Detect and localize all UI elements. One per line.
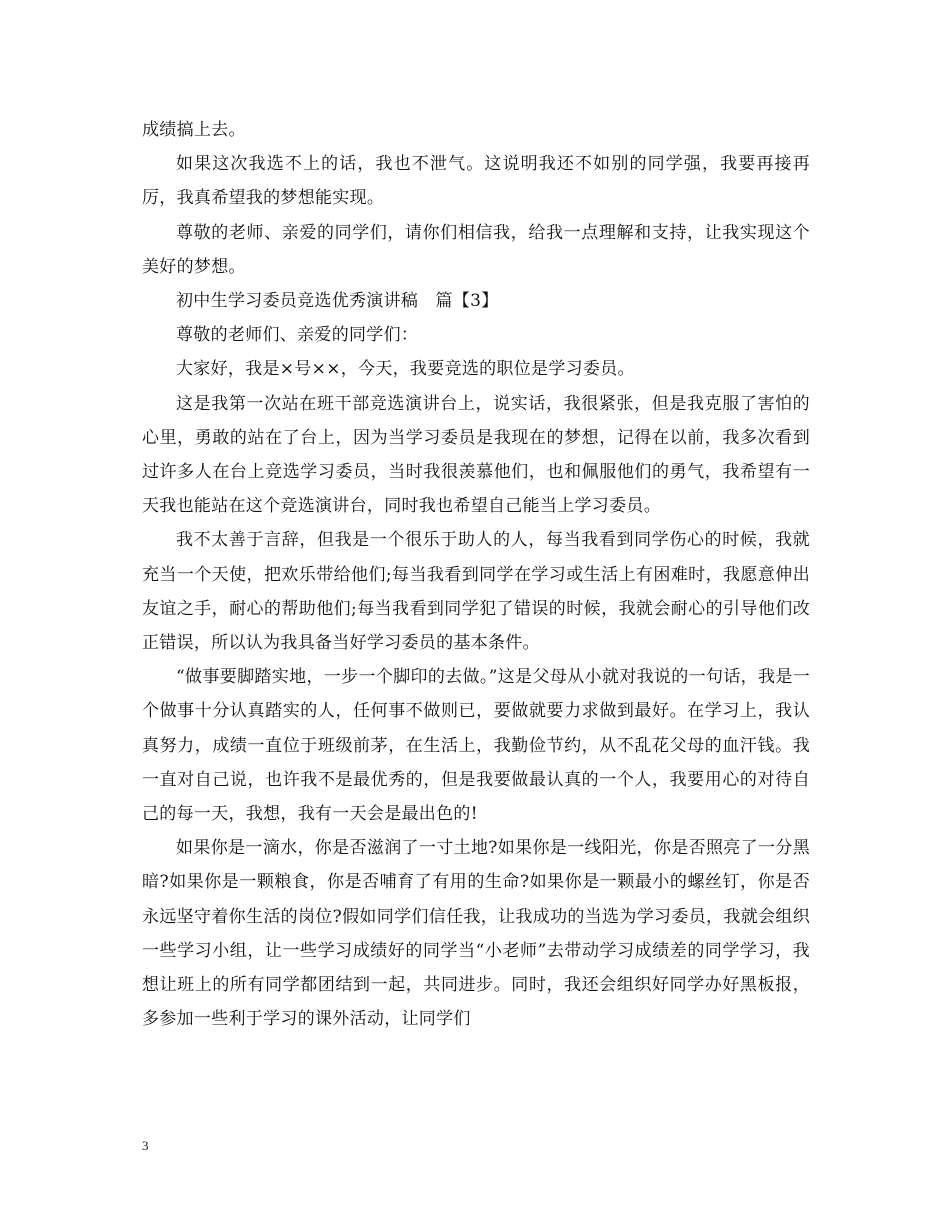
paragraph: 我不太善于言辞，但我是一个很乐于助人的人，每当我看到同学伤心的时候，我就充当一个天使，把欢乐带给他们;每当我看到同学在学习或生活上有困难时，我愿意伸出友谊之手，耐心的帮助他们;每当我看到同学犯了错误的时候，我就会耐心的引导他们改正错误，所以认为我具备当好学习委员的基本条件。 — [142, 530, 810, 654]
paragraph: 大家好，我是×号××，今天，我要竞选的职位是学习委员。 — [176, 359, 635, 380]
paragraph: 如果你是一滴水，你是否滋润了一寸土地?如果你是一线阳光，你是否照亮了一分黑暗?如果你是一颗粮食，你是否哺育了有用的生命?如果你是一颗最小的螺丝钉，你是否永远坚守着你生活的岗位?假如同学们信任我，让我成功的当选为学习委员，我就会组织一些学习小组，让一些学习成绩好的同学当“小老师”去带动学习成绩差的同学学习，我想让班上的所有同学都团结到一起，共同进步。同时，我还会组织好同学办好黑板报，多参加一些利于学习的课外活动，让同学们 — [142, 838, 810, 1030]
page-number: 3 — [142, 1138, 149, 1153]
paragraph: “做事要脚踏实地，一步一个脚印的去做。”这是父母从小就对我说的一句话，我是一个做事十分认真踏实的人，任何事不做则已，要做就要力求做到最好。在学习上，我认真努力，成绩一直位于班级前茅，在生活上，我勤俭节约，从不乱花父母的血汗钱。我一直对自己说，也许我不是最优秀的，但是我要做最认真的一个人，我要用心的对待自己的每一天，我想，我有一天会是最出色的! — [142, 667, 810, 825]
section-heading: 初中生学习委员竞选优秀演讲稿 篇【3】 — [176, 291, 499, 312]
paragraph: 尊敬的老师、亲爱的同学们，请你们相信我，给我一点理解和支持，让我实现这个美好的梦想。 — [142, 222, 810, 277]
paragraph: 这是我第一次站在班干部竞选演讲台上，说实话，我很紧张，但是我克服了害怕的心里，勇敢的站在了台上，因为当学习委员是我现在的梦想，记得在以前，我多次看到过许多人在台上竞选学习委员，当时我很羡慕他们，也和佩服他们的勇气，我希望有一天我也能站在这个竞选演讲台，同时我也希望自己能当上学习委员。 — [142, 393, 810, 517]
paragraph: 如果这次我选不上的话，我也不泄气。这说明我还不如别的同学强，我要再接再厉，我真希望我的梦想能实现。 — [142, 154, 810, 209]
salutation: 尊敬的老师们、亲爱的同学们： — [176, 325, 419, 346]
document-body — [142, 113, 810, 1036]
paragraph-continuation: 成绩搞上去。 — [142, 120, 246, 140]
